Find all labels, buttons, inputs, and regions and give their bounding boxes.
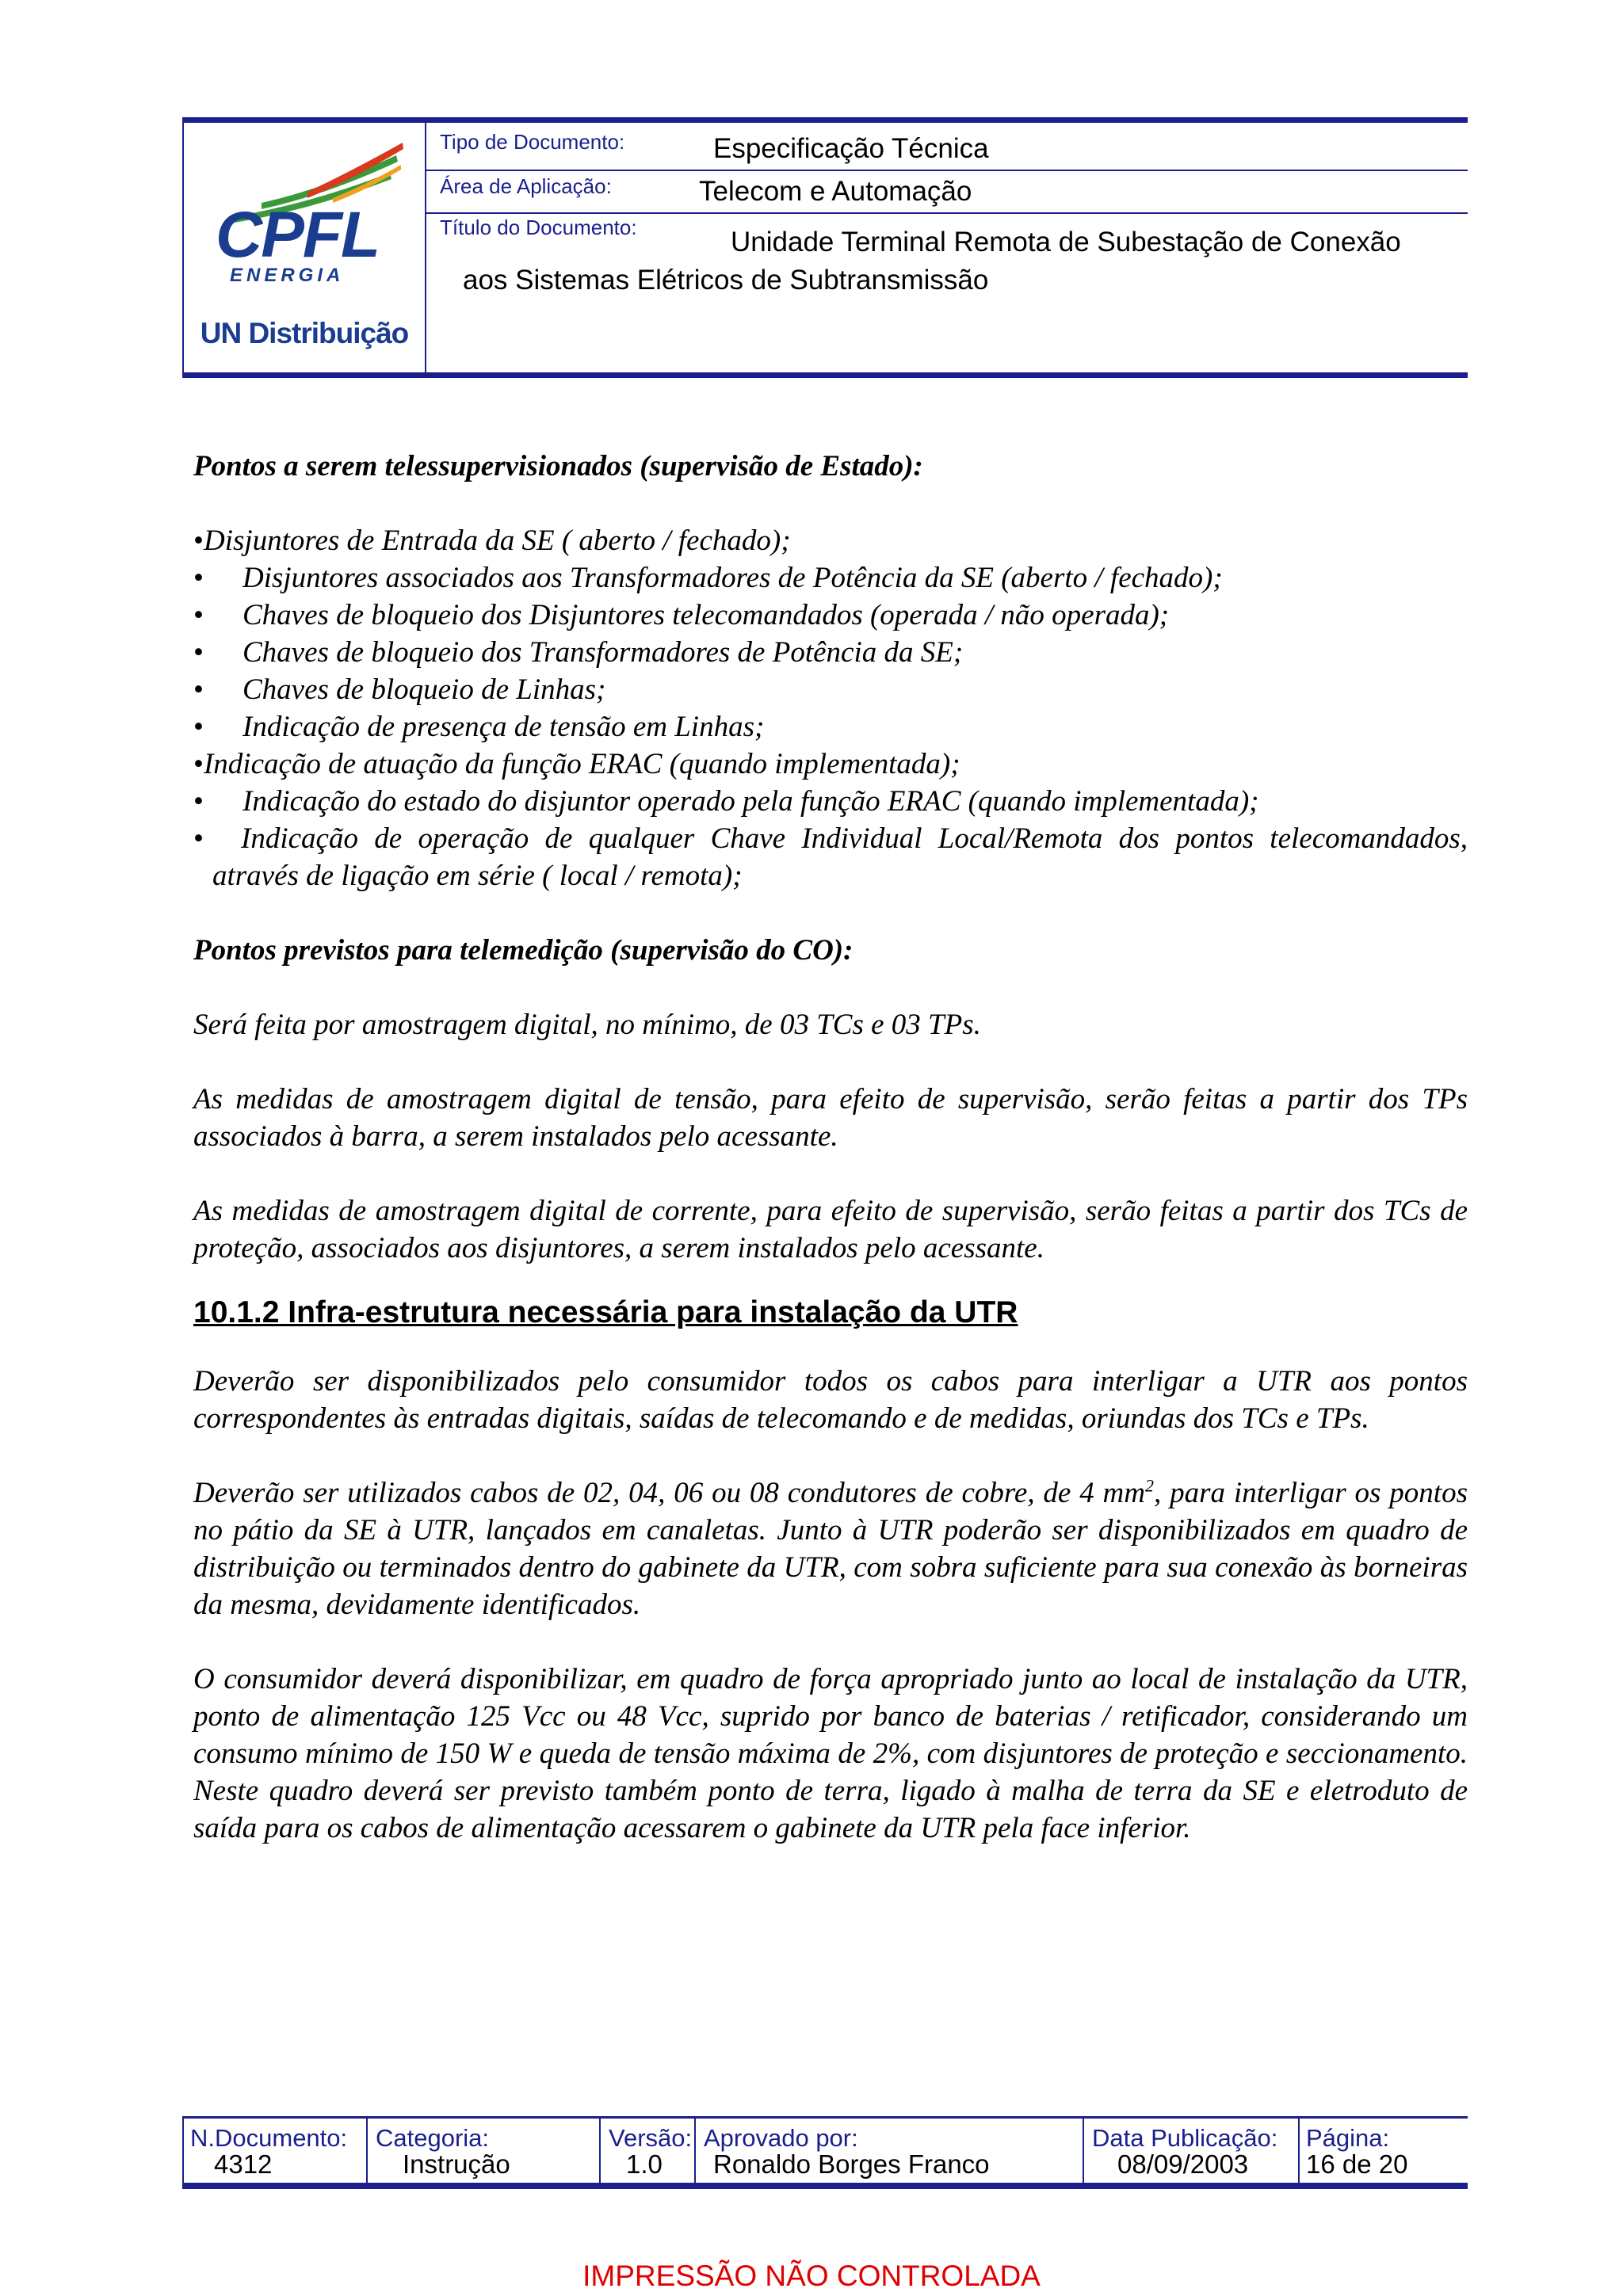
list-item: • Chaves de bloqueio dos Transformadores de Potência da SE; xyxy=(193,634,1468,671)
footer-separator xyxy=(599,2116,601,2183)
section-heading: 10.1.2 Infra-estrutura necessária para instalação da UTR xyxy=(193,1295,1018,1329)
list-item: • Indicação do estado do disjuntor operado pela função ERAC (quando implementada); xyxy=(193,783,1468,820)
document-body xyxy=(193,448,1468,1847)
heading-telemeasurement: Pontos previstos para telemedição (supervisão do CO): xyxy=(193,934,854,967)
list-item: •Disjuntores de Entrada da SE ( aberto / fechado); xyxy=(193,522,1468,559)
doc-number-label: N.Documento: xyxy=(190,2124,348,2152)
footer-separator xyxy=(694,2116,696,2183)
list-item: • Indicação de presença de tensão em Linhas; xyxy=(193,708,1468,746)
title-line-2: aos Sistemas Elétricos de Subtransmissão xyxy=(463,265,989,296)
version-label: Versão: xyxy=(609,2124,693,2152)
bullet-icon: • xyxy=(193,599,204,631)
bullet-icon: • xyxy=(193,785,204,818)
paragraph: Deverão ser disponibilizados pelo consumidor todos os cabos para interligar a UTR aos pontos correspondentes às entradas digitais, saídas de telecomando e de medidas, oriundas dos TCs e TPs. xyxy=(193,1365,1468,1435)
title-label: Título do Documento: xyxy=(440,215,637,239)
footer-bottom-rule xyxy=(182,2183,1468,2189)
logo-wordmark: CPFL xyxy=(216,199,380,271)
category-label: Categoria: xyxy=(376,2124,490,2152)
document-footer xyxy=(182,2116,1468,2195)
publication-date-label: Data Publicação: xyxy=(1092,2124,1278,2152)
area-label: Área de Aplicação: xyxy=(440,174,612,198)
bullet-icon: • xyxy=(193,822,204,855)
header-row-divider xyxy=(426,212,1468,214)
doc-number-value: 4312 xyxy=(214,2149,273,2179)
footer-separator xyxy=(1298,2116,1300,2183)
footer-top-rule xyxy=(182,2116,1468,2119)
category-value: Instrução xyxy=(403,2149,510,2179)
approved-by-value: Ronaldo Borges Franco xyxy=(713,2149,990,2179)
bullet-icon: • xyxy=(193,711,204,743)
list-item: • Disjuntores associados aos Transformadores de Potência da SE (aberto / fechado); xyxy=(193,559,1468,597)
paragraph: Deverão ser utilizados cabos de 02, 04, 06 ou 08 condutores de cobre, de 4 $mm^2$, para interligar os pontos no pátio da SE à UTR, lançados em canaletas. Junto à UTR poderão ser disponibilizados em quadro de distribuição ou terminados dentro do gabinete da UTR, com sobra suficiente para sua conexão às borneiras da mesma, devidamente identificados. xyxy=(193,1475,1468,1621)
header-separator xyxy=(425,123,426,372)
footer-separator xyxy=(182,2116,184,2183)
version-value: 1.0 xyxy=(626,2149,663,2179)
document-header xyxy=(182,117,1468,379)
logo-subtitle: ENERGIA xyxy=(230,265,345,286)
list-item: •Indicação de atuação da função ERAC (quando implementada); xyxy=(193,746,1468,783)
list-item: • Indicação de operação de qualquer Chave Individual Local/Remota dos pontos telecomandados, através de ligação em série ( local / remota); xyxy=(193,820,1468,894)
bullet-icon: • xyxy=(193,748,204,780)
header-row-divider xyxy=(426,170,1468,171)
list-item: • Chaves de bloqueio dos Disjuntores telecomandados (operada / não operada); xyxy=(193,597,1468,634)
title-line-1: Unidade Terminal Remota de Subestação de Conexão xyxy=(731,227,1401,257)
business-unit: UN Distribuição xyxy=(200,317,409,349)
area-value: Telecom e Automação xyxy=(699,176,972,207)
paragraph: As medidas de amostragem digital de tensão, para efeito de supervisão, serão feitas a partir dos TPs associados à barra, a serem instalados pelo acessante. xyxy=(193,1083,1468,1153)
page-label: Página: xyxy=(1306,2124,1390,2152)
bullet-icon: • xyxy=(193,636,204,669)
uncontrolled-print-notice: IMPRESSÃO NÃO CONTROLADA xyxy=(582,2260,1041,2292)
paragraph: As medidas de amostragem digital de corrente, para efeito de supervisão, serão feitas a partir dos TCs de proteção, associados aos disjuntores, a serem instalados pelo acessante. xyxy=(193,1195,1468,1264)
publication-date-value: 08/09/2003 xyxy=(1117,2149,1249,2179)
doc-type-value: Especificação Técnica xyxy=(713,133,989,164)
approved-by-label: Aprovado por: xyxy=(704,2124,858,2152)
footer-separator xyxy=(1083,2116,1084,2183)
header-bottom-rule xyxy=(182,372,1468,378)
footer-separator xyxy=(366,2116,368,2183)
bullet-icon: • xyxy=(193,562,204,594)
bullet-icon: • xyxy=(193,524,204,557)
page-number: 16 de 20 xyxy=(1306,2149,1408,2179)
list-item: • Chaves de bloqueio de Linhas; xyxy=(193,671,1468,708)
paragraph: Será feita por amostragem digital, no mínimo, de 03 TCs e 03 TPs. xyxy=(193,1009,981,1041)
header-top-rule xyxy=(182,117,1468,123)
doc-type-label: Tipo de Documento: xyxy=(440,130,625,154)
paragraph: O consumidor deverá disponibilizar, em quadro de força apropriado junto ao local de instalação da UTR, ponto de alimentação 125 Vcc ou 48 Vcc, suprido por banco de baterias / retificador, considerando um consumo mínimo de 150 W e queda de tensão máxima de 2%, com disjuntores de proteção e seccionamento. Neste quadro deverá ser previsto também ponto de terra, ligado à malha de terra da SE e eletroduto de saída para os cabos de alimentação acessarem o gabinete da UTR pela face inferior. xyxy=(193,1663,1468,1844)
heading-telessupervision: Pontos a serem telessupervisionados (supervisão de Estado): xyxy=(193,450,923,482)
bullet-icon: • xyxy=(193,673,204,706)
